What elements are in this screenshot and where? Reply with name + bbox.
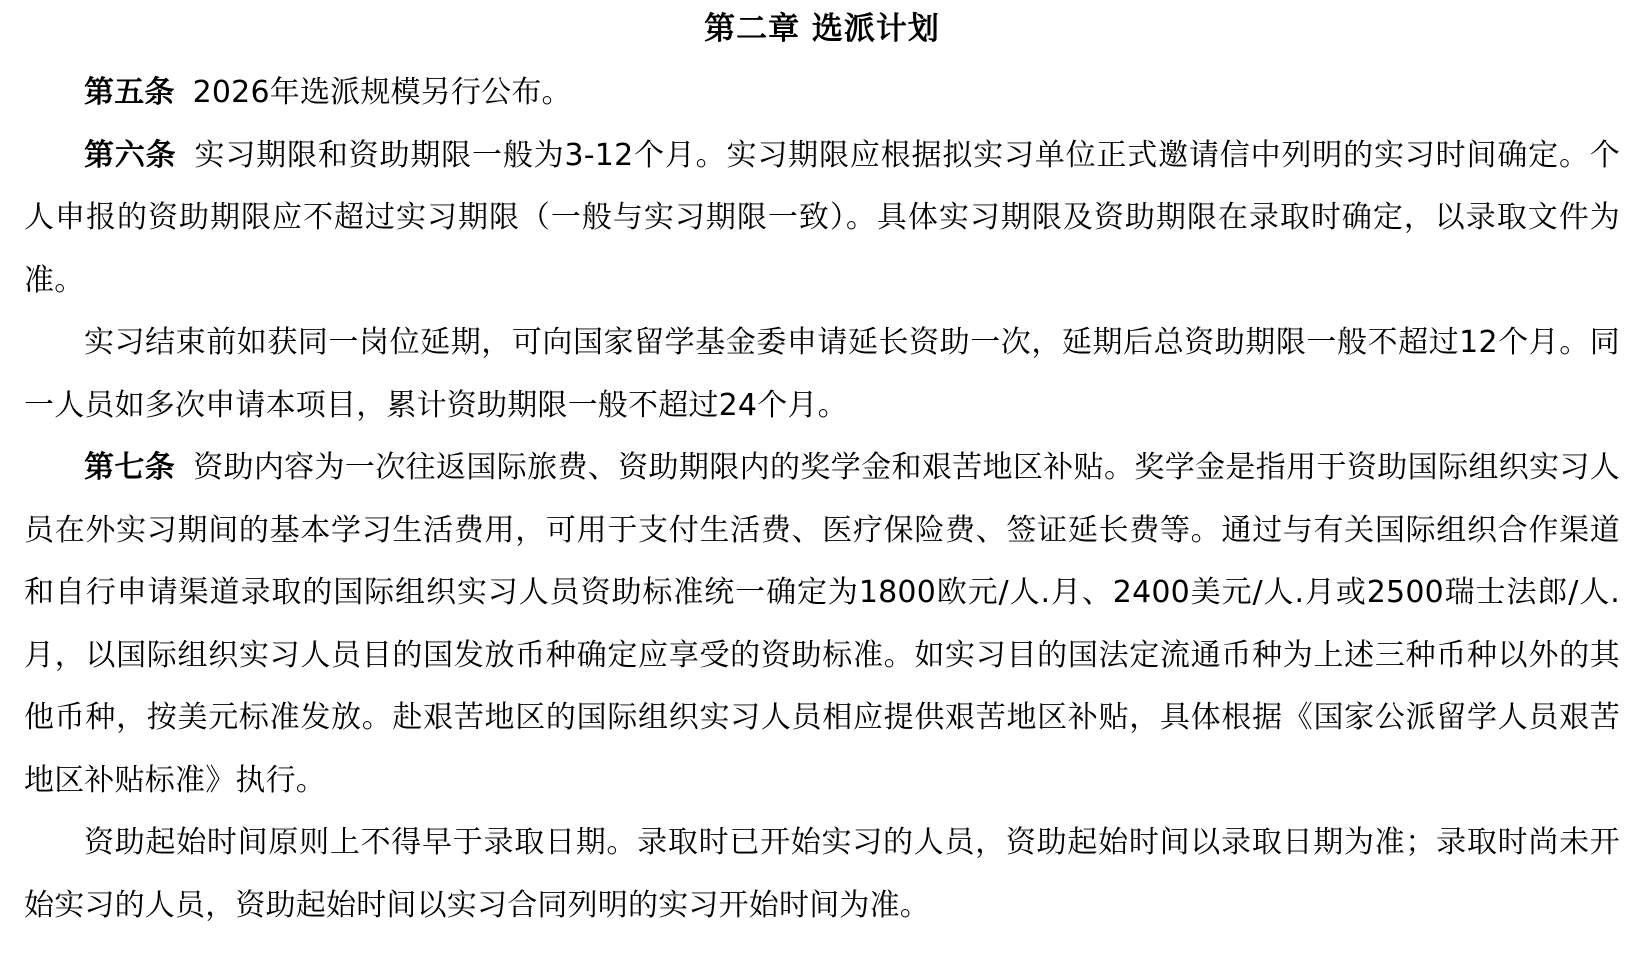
article-7 [24, 437, 1620, 812]
article-7-label: 第七条 [84, 450, 176, 485]
article-5-label: 第五条 [84, 75, 175, 110]
article-7-text: 资助内容为一次往返国际旅费、资助期限内的奖学金和艰苦地区补贴。奖学金是指用于资助国际组织实习人员在外实习期间的基本学习生活费用，可用于支付生活费、医疗保险费、签证延长费等。通过与有关国际组织合作渠道和自行申请渠道录取的国际组织实习人员资助标准统一确定为1800欧元/人.月、2400美元/人.月或2500瑞士法郎/人.月，以国际组织实习人员目的国发放币种确定应享受的资助标准。如实习目的国法定流通币种为上述三种币种以外的其他币种，按美元标准发放。赴艰苦地区的国际组织实习人员相应提供艰苦地区补贴，具体根据《国家公派留学人员艰苦地区补贴标准》执行。 [24, 450, 1620, 798]
chapter-title: 第二章 选派计划 [704, 11, 940, 47]
article-6-text: 实习期限和资助期限一般为3-12个月。实习期限应根据拟实习单位正式邀请信中列明的实习时间确定。个人申报的资助期限应不超过实习期限（一般与实习期限一致）。具体实习期限及资助期限在录取时确定，以录取文件为准。 [24, 137, 1620, 298]
article-5 [24, 62, 1620, 125]
article-7-start-time-paragraph: 资助起始时间原则上不得早于录取日期。录取时已开始实习的人员，资助起始时间以录取日期为准；录取时尚未开始实习的人员，资助起始时间以实习合同列明的实习开始时间为准。 [24, 825, 1620, 923]
article-6-label: 第六条 [84, 137, 177, 173]
article-6 [24, 125, 1620, 313]
article-5-text: 2026年选派规模另行公布。 [192, 75, 572, 110]
article-6-extension-paragraph: 实习结束前如获同一岗位延期，可向国家留学基金委申请延长资助一次，延期后总资助期限一般不超过12个月。同一人员如多次申请本项目，累计资助期限一般不超过24个月。 [24, 325, 1620, 423]
